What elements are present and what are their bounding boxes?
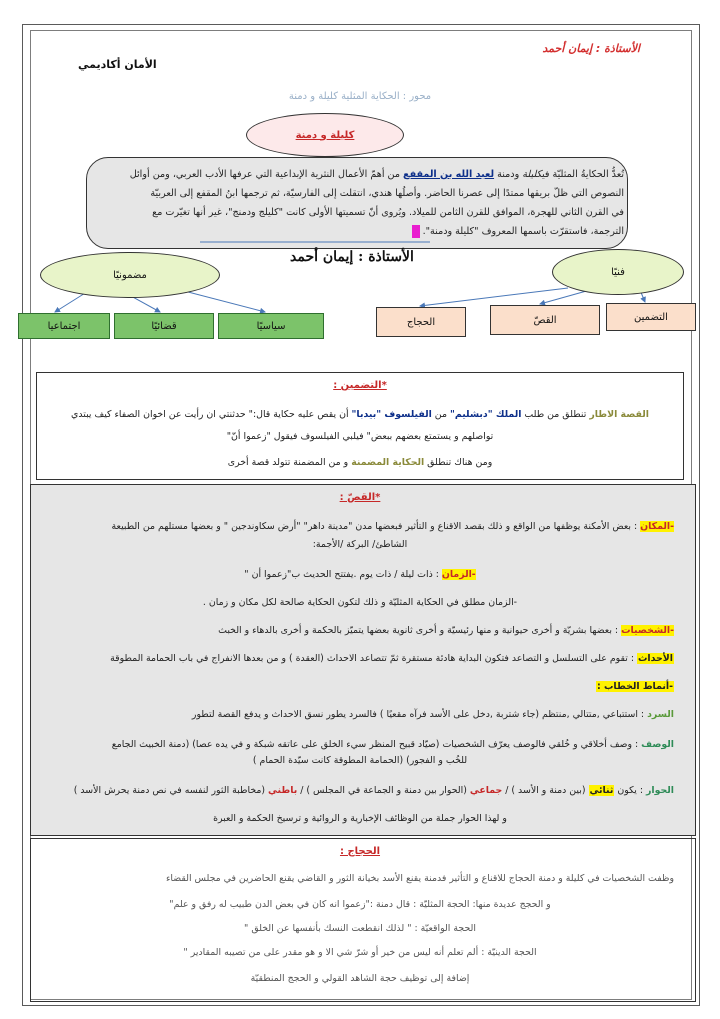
time-text-1: : ذات ليلة / ذات يوم .يفتتح الحديث ب"زعموا أن " xyxy=(244,569,442,580)
dialogue-b: (بين دمنة و الأسد ) / xyxy=(502,785,589,796)
intro-line-4 xyxy=(104,222,624,241)
text-cursor-marker xyxy=(412,225,420,238)
box-judicial xyxy=(114,313,214,339)
argument-line-4: الحجة الدينيّة : ألم تعلم أنه ليس من خير أو شرّ شي الا و هو مقدر على من تصيبه المقادير " xyxy=(183,947,537,958)
argument-line-1: وظفت الشخصيات في كليلة و دمنة الحجاج للاقناع و التأثير فدمنة يقنع الأسد بخيانة الثور و القاضي يقنع الحاضرين في مجلس القضاء xyxy=(165,873,674,884)
description-line-2: للخُب و الفجور) (الحمامة المطوقة كانت سيّدة الحمام ) xyxy=(252,755,468,766)
events-text: : تقوم على التسلسل و التصاعد فتكون البداية هادئة مستقرة ثمّ تتصاعد الاحداث (العقدة ) و من بعدها الانفراج في باب الحمامة المطوقة xyxy=(110,653,637,664)
axis-title: محور : الحكاية المثلية كليلة و دمنة xyxy=(288,91,432,102)
intro-text-4: الترجمة، فاستقرّت باسمها المعروف "كليلة ودمنة". xyxy=(422,226,624,237)
time-line-1 xyxy=(46,568,674,582)
teacher-name-mid: الأستاذة : إيمان أحمد xyxy=(290,249,414,265)
dialogue-group: جماعي xyxy=(469,785,503,796)
frame-story: القصة الاطار xyxy=(589,409,649,420)
embedding-l3-b: و من المضمنة تتولد قصة أخرى xyxy=(227,457,352,468)
form-ellipse xyxy=(552,249,684,295)
box-social xyxy=(18,313,110,339)
box-argument xyxy=(376,307,466,337)
dialogue-a: : يكون xyxy=(614,785,647,796)
box-political-label: سياسيًا xyxy=(256,320,286,332)
embedded-story: الحكاية المضمنة xyxy=(351,457,425,468)
place-label: -المكان xyxy=(640,521,674,532)
characters-line xyxy=(46,624,674,638)
box-narration-label: القصّ xyxy=(533,314,557,326)
dialogue-d: (مخاطبة الثور لنفسه في نص دمنة يحرش الأسد ) xyxy=(73,785,269,796)
embedding-l1-c: أن يقص عليه حكاية قال:" حدثنتي ان رأيت عن اخوان الصفاء كيف يبتدي xyxy=(71,409,352,420)
events-line xyxy=(46,652,674,666)
narrative-label: السرد xyxy=(647,709,674,720)
intro-and: ودمنة xyxy=(494,169,523,180)
narrative-line xyxy=(46,708,674,722)
embedding-line-3 xyxy=(46,456,674,470)
dialogue-inner: باطني xyxy=(268,785,298,796)
philosopher-name: الفيلسوف "بيدبا" xyxy=(351,409,432,420)
narrative-text: : استتباعي ,متتالي ,منتظم (جاء شتربة ,دخل على الأسد فرآه مقعيًا ) فالسرد يطور نسق الاحداث و يدفع القصة لتطور xyxy=(191,709,648,720)
place-text-1: : بعض الأمكنة يوظفها من الواقع و ذلك بقصد الاقناع و التأثير فبعضها مدن "مدينة داهر" "أرض سكاوندجين " و بعضها مستلهم من الطبيعة xyxy=(111,521,641,532)
embedding-heading-text: *التضمين : xyxy=(333,380,387,391)
place-line-2: الشاطئ/ البركة /الأجمة: xyxy=(312,539,408,550)
title-cloud xyxy=(246,113,404,157)
time-line-2: -الزمان مطلق في الحكاية المثليّة و ذلك لتكون الحكاية صالحة لكل مكان و زمان . xyxy=(202,597,518,608)
dialogue-label: الحوار xyxy=(646,785,674,796)
narration-heading xyxy=(46,492,674,503)
characters-label: -الشخصيات xyxy=(621,625,674,636)
dialogue-line xyxy=(46,784,674,798)
argument-line-3: الحجة الواقعيّة : " لذلك انقطعت النسك بأنفسها عن الخلق " xyxy=(244,923,476,934)
intro-line-3: في القرن الثاني للهجرة، الموافق للقرن الثامن للميلاد. ويُروى أنّ تسميتها الأولى كانت "كليلج ودمنج"، غير أنها تغيّرت مع xyxy=(152,207,624,218)
intro-paragraph xyxy=(104,165,624,241)
embedding-heading xyxy=(46,380,674,391)
intro-text-b: من أهمّ الأعمال النثرية الإبداعية التي عرفها الأدب العربي، ومن أوائل xyxy=(129,169,404,180)
intro-text-a: تُعدُّ الحكايةُ المثليّة في xyxy=(541,169,624,180)
dialogue-functions: و لهذا الحوار جملة من الوظائف الإخبارية و الروائية و ترسيخ الحكمة و العبرة xyxy=(213,813,507,824)
form-ellipse-label: فنيًا xyxy=(611,266,625,278)
box-political xyxy=(218,313,324,339)
king-name: الملك "دبشليم" xyxy=(449,409,522,420)
argument-heading xyxy=(46,846,674,857)
time-label: -الزمان xyxy=(441,569,476,580)
description-text-1: : وصف أخلاقي و خُلقي فالوصف يعرّف الشخصيات (صيّاد قبيح المنظر سيء الخلق على عاتقه شبكة و في يده عصا) (دمنة الخبيث الجامع xyxy=(111,739,642,750)
narration-heading-text: *القصّ : xyxy=(339,492,381,503)
box-judicial-label: قضائيًا xyxy=(151,320,177,332)
cloud-title: كليلة و دمنة xyxy=(295,129,355,141)
characters-text: : بعضها بشريّة و أخرى حيوانية و منها رئيسيّة و أخرى ثانوية بعضها يتميّز بالحكمة و أخرى بالدهاء و الخبث xyxy=(218,625,622,636)
box-embedding-label: التضمين xyxy=(634,311,668,323)
embedding-l3-a: ومن هناك تنطلق xyxy=(424,457,493,468)
argument-line-2: و الحجج عديدة منها: الحجة المثليّة : قال دمنة :"زعموا انه كان في بعض الدن طبيب له رفق و علم" xyxy=(169,899,551,910)
embedding-l1-a: تنطلق من طلب xyxy=(521,409,590,420)
academy-name: الأمان أكاديمي xyxy=(78,58,157,71)
box-argument-label: الحجاج xyxy=(406,316,436,328)
discourse-label: -أنماط الخطاب : xyxy=(596,681,673,692)
embedding-line-2: تواصلهم و يستمتع بعضهم ببعض" فيلبي الفيلسوف فيقول "زعموا أنّ" xyxy=(226,431,494,442)
content-ellipse xyxy=(40,252,220,298)
place-line-1 xyxy=(46,520,674,534)
intro-kalila: كليلة xyxy=(522,169,542,180)
argument-heading-text: الحجاج : xyxy=(339,846,381,857)
embedding-line-1 xyxy=(46,408,674,422)
teacher-name-top: الأستاذة : إيمان أحمد xyxy=(542,42,640,55)
description-line-1 xyxy=(46,738,674,752)
embedding-l1-b: من xyxy=(431,409,450,420)
discourse-line xyxy=(46,680,674,694)
events-label: الأحداث xyxy=(637,653,673,664)
content-ellipse-label: مضمونيًا xyxy=(113,269,147,281)
intro-line-1 xyxy=(104,165,624,184)
description-label: الوصف xyxy=(641,739,674,750)
box-embedding xyxy=(606,303,696,331)
box-social-label: اجتماعيا xyxy=(47,320,81,332)
intro-line-2: النصوص التي ظلّ بريقها ممتدًا إلى عصرنا الحاضر. وأصلُها هندي، انتقلت إلى الفارسيّة، ثم ترجمها ابنُ المقفع إلى العربيّة xyxy=(150,188,624,199)
argument-line-5: إضافة إلى توظيف حجة الشاهد القولي و الحجج المنطقيّة xyxy=(250,973,470,984)
box-narration xyxy=(490,305,600,335)
intro-author: لعبد الله بن المقفع xyxy=(403,169,495,180)
dialogue-c: (الحوار بين دمنة و الجماعة في المجلس ) / xyxy=(297,785,470,796)
dialogue-dual: ثنائي xyxy=(589,785,614,796)
